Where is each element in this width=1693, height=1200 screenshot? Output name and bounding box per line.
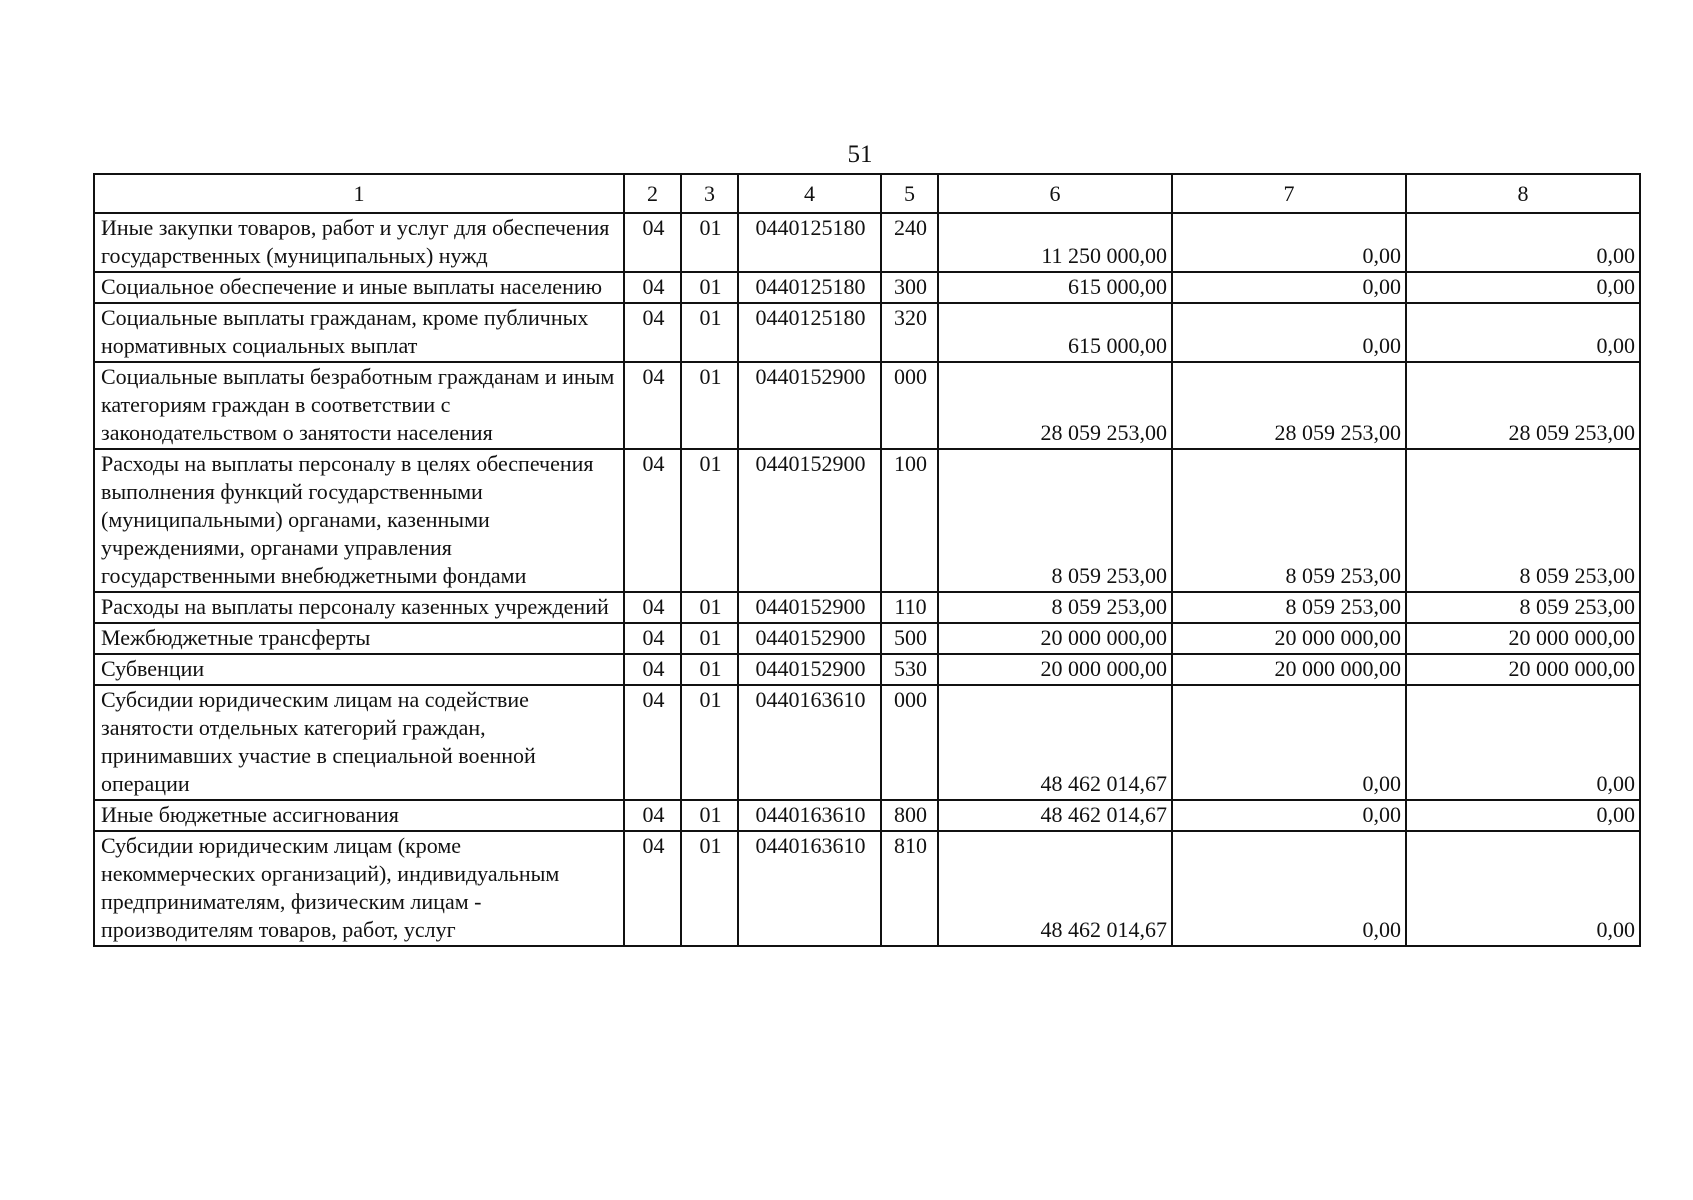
subsection-code: 01	[681, 449, 738, 592]
subsection-code: 01	[681, 272, 738, 303]
amount-col-6: 28 059 253,00	[938, 362, 1172, 449]
target-article-code: 0440125180	[738, 213, 881, 272]
target-article-code: 0440152900	[738, 654, 881, 685]
expense-type-code: 100	[881, 449, 938, 592]
section-code: 04	[624, 362, 681, 449]
amount-col-8: 20 000 000,00	[1406, 654, 1640, 685]
amount-col-8: 0,00	[1406, 272, 1640, 303]
section-code: 04	[624, 213, 681, 272]
amount-col-8: 0,00	[1406, 303, 1640, 362]
target-article-code: 0440163610	[738, 800, 881, 831]
table-row	[94, 654, 1640, 685]
budget-table	[93, 173, 1641, 947]
amount-col-7: 20 000 000,00	[1172, 623, 1406, 654]
amount-col-7: 0,00	[1172, 213, 1406, 272]
section-code: 04	[624, 654, 681, 685]
expense-type-code: 800	[881, 800, 938, 831]
subsection-code: 01	[681, 623, 738, 654]
row-name: Иные закупки товаров, работ и услуг для обеспечения государственных (муниципальных) нужд	[94, 213, 624, 272]
subsection-code: 01	[681, 800, 738, 831]
amount-col-8: 0,00	[1406, 831, 1640, 946]
section-code: 04	[624, 303, 681, 362]
amount-col-6: 48 462 014,67	[938, 831, 1172, 946]
table-row	[94, 213, 1640, 272]
target-article-code: 0440163610	[738, 831, 881, 946]
amount-col-8: 28 059 253,00	[1406, 362, 1640, 449]
amount-col-6: 20 000 000,00	[938, 623, 1172, 654]
section-code: 04	[624, 449, 681, 592]
table-row	[94, 685, 1640, 800]
row-name: Социальное обеспечение и иные выплаты населению	[94, 272, 624, 303]
expense-type-code: 000	[881, 685, 938, 800]
column-header-2: 2	[624, 174, 681, 213]
amount-col-6: 8 059 253,00	[938, 449, 1172, 592]
row-name: Социальные выплаты безработным гражданам и иным категориям граждан в соответствии с законодательством о занятости населения	[94, 362, 624, 449]
table-row	[94, 831, 1640, 946]
amount-col-7: 0,00	[1172, 685, 1406, 800]
amount-col-8: 8 059 253,00	[1406, 449, 1640, 592]
row-name: Иные бюджетные ассигнования	[94, 800, 624, 831]
amount-col-7: 0,00	[1172, 303, 1406, 362]
column-header-8: 8	[1406, 174, 1640, 213]
row-name: Расходы на выплаты персоналу казенных учреждений	[94, 592, 624, 623]
table-row	[94, 272, 1640, 303]
row-name: Субсидии юридическим лицам на содействие занятости отдельных категорий граждан, принимавших участие в специальной военной операции	[94, 685, 624, 800]
expense-type-code: 240	[881, 213, 938, 272]
amount-col-8: 0,00	[1406, 685, 1640, 800]
expense-type-code: 530	[881, 654, 938, 685]
amount-col-7: 8 059 253,00	[1172, 592, 1406, 623]
section-code: 04	[624, 685, 681, 800]
subsection-code: 01	[681, 362, 738, 449]
subsection-code: 01	[681, 685, 738, 800]
table-row	[94, 303, 1640, 362]
column-number-row	[94, 174, 1640, 213]
amount-col-7: 0,00	[1172, 800, 1406, 831]
amount-col-6: 48 462 014,67	[938, 800, 1172, 831]
expense-type-code: 500	[881, 623, 938, 654]
section-code: 04	[624, 272, 681, 303]
expense-type-code: 320	[881, 303, 938, 362]
target-article-code: 0440163610	[738, 685, 881, 800]
amount-col-6: 11 250 000,00	[938, 213, 1172, 272]
table-row	[94, 800, 1640, 831]
amount-col-6: 8 059 253,00	[938, 592, 1172, 623]
column-header-7: 7	[1172, 174, 1406, 213]
amount-col-6: 20 000 000,00	[938, 654, 1172, 685]
amount-col-8: 8 059 253,00	[1406, 592, 1640, 623]
amount-col-7: 0,00	[1172, 831, 1406, 946]
table-row	[94, 362, 1640, 449]
expense-type-code: 000	[881, 362, 938, 449]
subsection-code: 01	[681, 592, 738, 623]
table-row	[94, 623, 1640, 654]
amount-col-6: 48 462 014,67	[938, 685, 1172, 800]
target-article-code: 0440152900	[738, 623, 881, 654]
amount-col-7: 28 059 253,00	[1172, 362, 1406, 449]
amount-col-8: 0,00	[1406, 213, 1640, 272]
target-article-code: 0440152900	[738, 449, 881, 592]
target-article-code: 0440152900	[738, 592, 881, 623]
amount-col-8: 20 000 000,00	[1406, 623, 1640, 654]
table-row	[94, 449, 1640, 592]
section-code: 04	[624, 800, 681, 831]
expense-type-code: 110	[881, 592, 938, 623]
column-header-6: 6	[938, 174, 1172, 213]
expense-type-code: 300	[881, 272, 938, 303]
section-code: 04	[624, 831, 681, 946]
subsection-code: 01	[681, 213, 738, 272]
page-number: 51	[847, 141, 873, 168]
subsection-code: 01	[681, 831, 738, 946]
subsection-code: 01	[681, 303, 738, 362]
row-name: Субвенции	[94, 654, 624, 685]
row-name: Расходы на выплаты персоналу в целях обеспечения выполнения функций государственными (муниципальными) органами, казенными учреждениями, органами управления государственными внебюджетными фондами	[94, 449, 624, 592]
amount-col-7: 8 059 253,00	[1172, 449, 1406, 592]
row-name: Социальные выплаты гражданам, кроме публичных нормативных социальных выплат	[94, 303, 624, 362]
subsection-code: 01	[681, 654, 738, 685]
amount-col-7: 0,00	[1172, 272, 1406, 303]
target-article-code: 0440125180	[738, 272, 881, 303]
column-header-4: 4	[738, 174, 881, 213]
table-header	[94, 174, 1640, 213]
amount-col-6: 615 000,00	[938, 272, 1172, 303]
amount-col-8: 0,00	[1406, 800, 1640, 831]
section-code: 04	[624, 592, 681, 623]
column-header-3: 3	[681, 174, 738, 213]
column-header-1: 1	[94, 174, 624, 213]
table-row	[94, 592, 1640, 623]
column-header-5: 5	[881, 174, 938, 213]
section-code: 04	[624, 623, 681, 654]
table-body	[94, 213, 1640, 946]
row-name: Межбюджетные трансферты	[94, 623, 624, 654]
amount-col-6: 615 000,00	[938, 303, 1172, 362]
target-article-code: 0440125180	[738, 303, 881, 362]
target-article-code: 0440152900	[738, 362, 881, 449]
expense-type-code: 810	[881, 831, 938, 946]
amount-col-7: 20 000 000,00	[1172, 654, 1406, 685]
row-name: Субсидии юридическим лицам (кроме некоммерческих организаций), индивидуальным предпринимателям, физическим лицам - производителям товаров, работ, услуг	[94, 831, 624, 946]
